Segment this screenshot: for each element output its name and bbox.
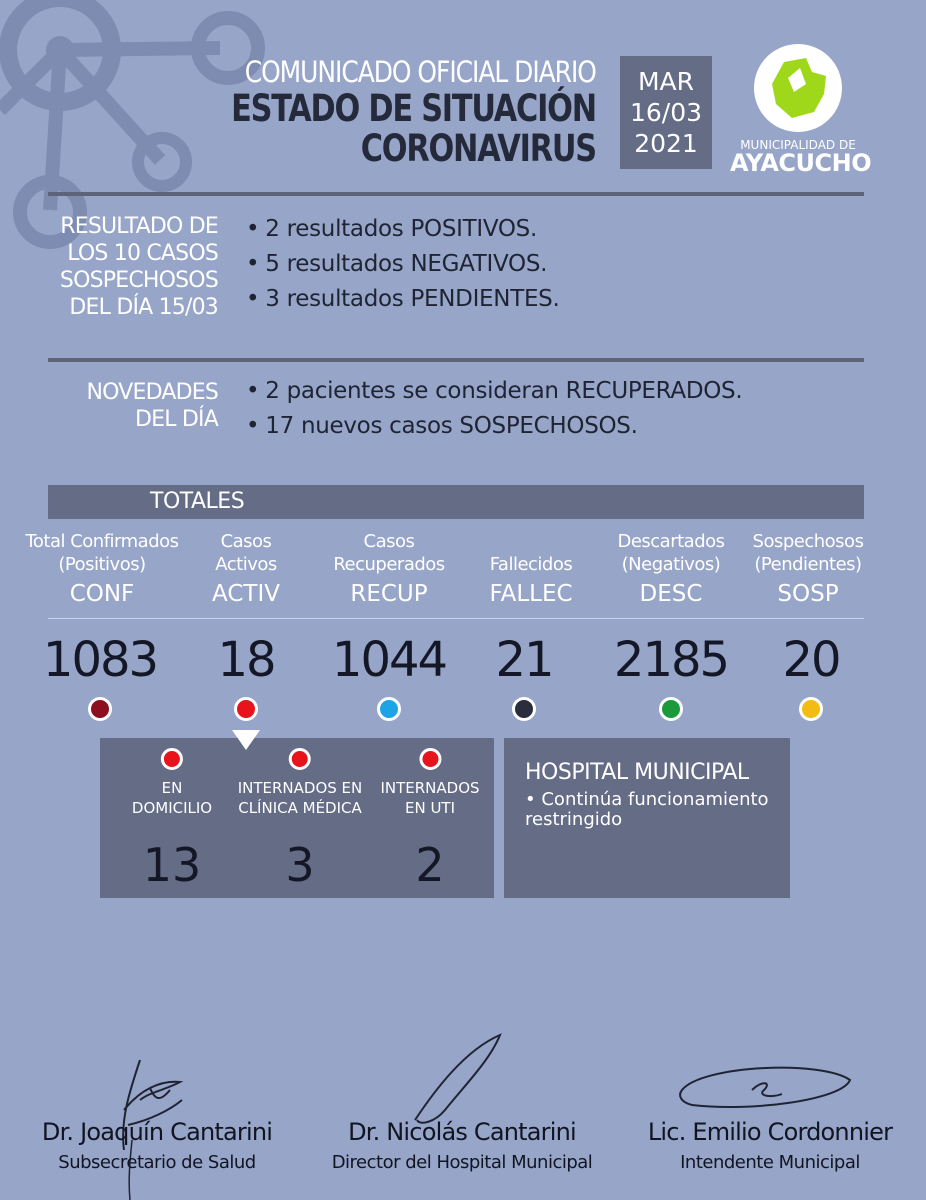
date-year: 2021 <box>634 129 698 158</box>
signer-role: Subsecretario de Salud <box>58 1152 256 1173</box>
signature-nicolas <box>405 1030 515 1130</box>
total-value-desc: 2185 <box>613 632 729 688</box>
results-label-line: RESULTADO DE <box>60 214 218 239</box>
news-label-line: NOVEDADES <box>86 380 218 405</box>
logo-text-line1: MUNICIPALIDAD DE <box>740 138 856 152</box>
header-title <box>151 55 596 169</box>
news-label-line: DEL DÍA <box>135 407 218 432</box>
bullet-icon: • <box>525 789 536 810</box>
date-day: 16/03 <box>629 98 703 127</box>
breakdown-uti <box>380 748 479 818</box>
total-column-desc <box>617 530 724 612</box>
status-dot-fallec <box>512 697 536 721</box>
signer-name: Lic. Emilio Cordonnier <box>647 1118 893 1146</box>
total-value-fallec: 21 <box>495 632 553 688</box>
column-desc <box>489 530 572 553</box>
signature-block-1 <box>42 1118 272 1173</box>
status-dot <box>289 748 311 770</box>
list-item: • 17 nuevos casos SOSPECHOSOS. <box>246 409 742 444</box>
total-column-recup <box>333 530 444 612</box>
signer-name: Dr. Nicolás Cantarini <box>348 1118 576 1146</box>
breakdown-value-domicilio: 13 <box>142 838 202 892</box>
breakdown-value-uti: 2 <box>415 838 445 892</box>
status-dot <box>419 748 441 770</box>
column-code: ACTIV <box>212 581 280 607</box>
list-item: • 2 resultados POSITIVOS. <box>246 212 560 247</box>
status-dot-desc <box>659 697 683 721</box>
signer-role: Intendente Municipal <box>680 1152 860 1173</box>
date-box <box>620 56 712 169</box>
hospital-item <box>525 790 775 830</box>
column-desc: (Positivos) <box>58 554 146 575</box>
breakdown-label: INTERNADOS <box>380 779 480 797</box>
total-value-recup: 1044 <box>331 632 447 688</box>
divider <box>48 192 864 196</box>
news-list <box>246 374 742 444</box>
results-label <box>60 213 218 321</box>
column-code: SOSP <box>777 581 839 607</box>
column-code: DESC <box>639 581 703 607</box>
pointer-arrow-icon <box>232 730 260 750</box>
column-desc: Sospechosos <box>752 531 864 552</box>
total-column-sosp <box>753 530 864 612</box>
signer-name: Dr. Joaquín Cantarini <box>41 1118 273 1146</box>
status-dot-sosp <box>799 697 823 721</box>
signature-block-2 <box>332 1118 593 1173</box>
column-desc: Fallecidos <box>489 554 573 575</box>
hospital-title: HOSPITAL MUNICIPAL <box>525 760 749 785</box>
results-label-line: LOS 10 CASOS <box>67 241 218 266</box>
column-desc: Total Confirmados <box>25 531 179 552</box>
status-dot-activ <box>234 697 258 721</box>
list-item: • 2 pacientes se consideran RECUPERADOS. <box>246 374 742 409</box>
column-code: FALLEC <box>489 581 573 607</box>
breakdown-label: CLÍNICA MÉDICA <box>238 799 362 817</box>
date-month: MAR <box>637 67 695 96</box>
status-dot <box>161 748 183 770</box>
divider <box>48 618 864 619</box>
column-code: RECUP <box>350 581 428 607</box>
breakdown-label: INTERNADOS EN <box>237 779 363 797</box>
signature-block-3 <box>648 1118 892 1173</box>
total-column-activ <box>212 530 280 612</box>
status-dot-recup <box>377 697 401 721</box>
total-column-fallec <box>489 530 572 612</box>
logo-text-line2: AYACUCHO <box>730 149 872 177</box>
column-code: CONF <box>69 581 135 607</box>
total-value-conf: 1083 <box>42 632 158 688</box>
list-item: • 3 resultados PENDIENTES. <box>246 282 560 317</box>
results-label-line: SOSPECHOSOS <box>59 268 218 293</box>
column-desc: Recuperados <box>333 554 445 575</box>
hospital-item-text: Continúa funcionamiento restringido <box>525 789 769 830</box>
column-desc: (Pendientes) <box>754 554 862 575</box>
breakdown-value-clinica: 3 <box>285 838 315 892</box>
news-label <box>86 379 218 433</box>
header-line3: CORONAVIRUS <box>360 127 596 170</box>
signer-role: Director del Hospital Municipal <box>331 1152 593 1173</box>
list-item: • 5 resultados NEGATIVOS. <box>246 247 560 282</box>
breakdown-domicilio <box>132 748 212 818</box>
totales-title: TOTALES <box>150 489 245 514</box>
total-value-activ: 18 <box>217 632 275 688</box>
column-desc: Casos <box>363 531 415 552</box>
logo-icon <box>754 44 842 132</box>
breakdown-label: DOMICILIO <box>131 799 213 817</box>
results-list <box>246 212 560 317</box>
total-value-sosp: 20 <box>782 632 840 688</box>
header-line1: COMUNICADO OFICIAL DIARIO <box>244 55 596 89</box>
column-desc: Casos <box>220 531 272 552</box>
total-column-conf <box>25 530 178 612</box>
column-desc: Activos <box>215 554 277 575</box>
column-desc: (Negativos) <box>621 554 721 575</box>
status-dot-conf <box>88 697 112 721</box>
breakdown-clinica <box>238 748 363 818</box>
results-label-line: DEL DÍA 15/03 <box>69 295 218 320</box>
breakdown-label: EN UTI <box>404 799 456 817</box>
breakdown-label: EN <box>161 779 183 797</box>
header-line2: ESTADO DE SITUACIÓN <box>231 87 596 130</box>
signature-emilio <box>672 1060 857 1115</box>
divider <box>48 358 864 362</box>
column-desc: Descartados <box>617 531 725 552</box>
municipality-logo <box>730 44 872 177</box>
